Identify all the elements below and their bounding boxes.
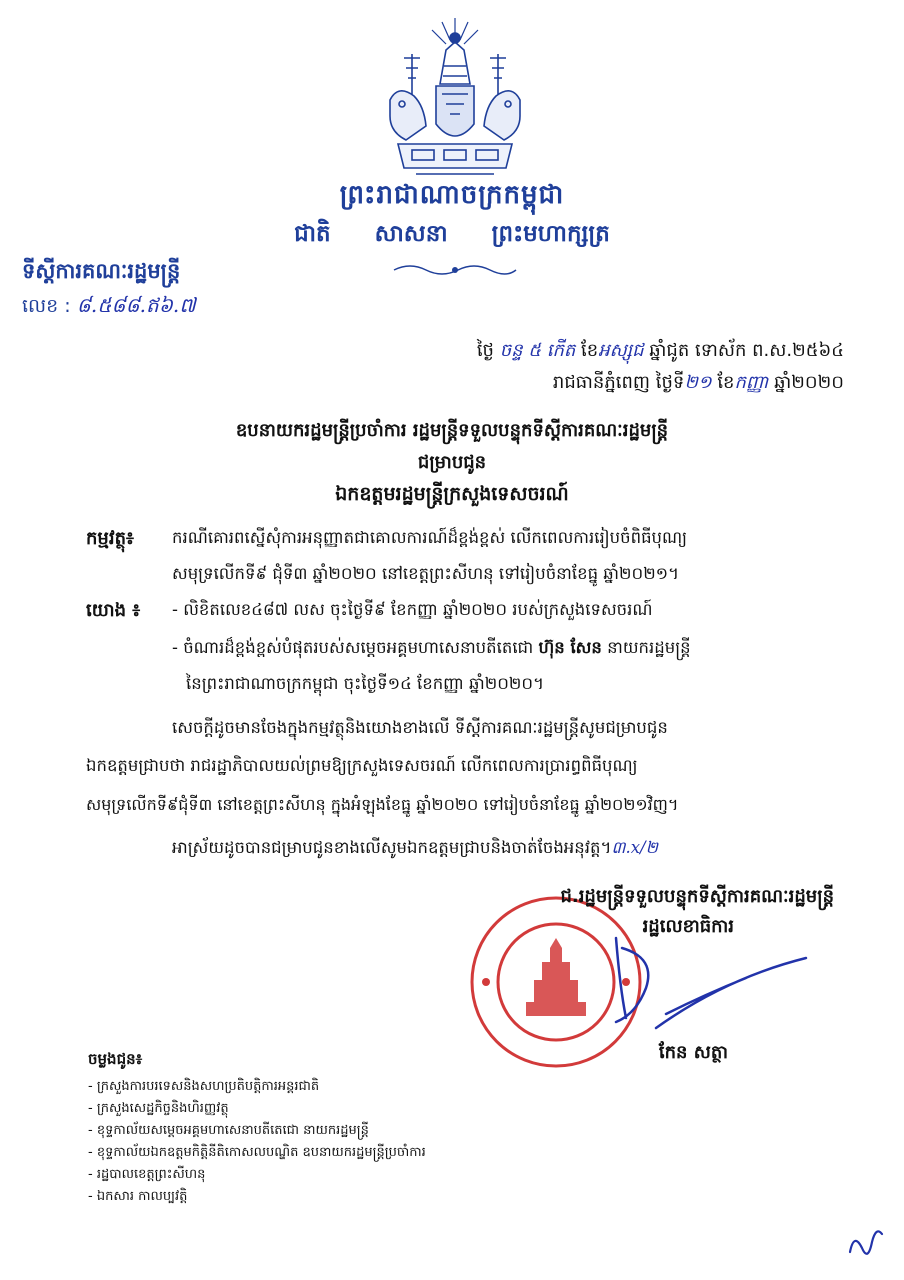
cc-item: - ខុទ្ទកាល័យឯកឧត្ដមកិត្តិនីតិកោសលបណ្ឌិត ឧបនាយករដ្ឋមន្ត្រីប្រចាំការ: [88, 1145, 426, 1160]
body-line-2: ឯកឧត្ដមជ្រាបថា រាជរដ្ឋាភិបាលយល់ព្រមឱ្យក្រសួងទេសចរណ៍ លើកពេលការប្រារព្ធពិធីបុណ្យ: [86, 756, 638, 775]
subject-label: កម្មវត្ថុ៖: [86, 528, 134, 549]
motto-religion: សាសនា: [374, 221, 448, 247]
ref-number-handwritten: ៨.៥៨៨.ឥ៦.៧: [76, 293, 196, 317]
lunar-month-label: ខែ: [581, 340, 599, 361]
recipient-title: ឯកឧត្ដមរដ្ឋមន្ត្រីក្រសួងទេសចរណ៍: [335, 483, 569, 505]
cc-item: - ឯកសារ កាលប្បវត្តិ: [88, 1189, 188, 1204]
signatory-position: រដ្ឋលេខាធិការ: [642, 916, 734, 937]
cc-item: - ខុទ្ទកាល័យសម្ដេចអគ្គមហាសេនាបតីតេជោ នាយករដ្ឋមន្ត្រី: [88, 1123, 369, 1138]
cc-item: - ក្រសួងការបរទេសនិងសហប្រតិបត្តិការអន្ដរជាតិ: [88, 1079, 320, 1094]
solar-month-label: ខែ: [717, 372, 735, 393]
lunar-prefix: ថ្ងៃ: [476, 340, 494, 361]
cc-label: ចម្លងជូន៖: [88, 1050, 143, 1068]
ref-label: លេខ :: [22, 295, 71, 317]
solar-month-handwritten: កញ្ញា: [734, 372, 769, 393]
reference-item-1: - លិខិតលេខ៤៨៧ លស ចុះថ្ងៃទី៩ ខែកញ្ញា ឆ្នាំ២០២០ របស់ក្រសួងទេសចរណ៍: [172, 600, 653, 619]
handwritten-initial: [844, 1212, 888, 1268]
inform-heading: ជម្រាបជូន: [417, 452, 487, 473]
solar-date: [553, 370, 844, 397]
ornament-divider: [390, 262, 520, 278]
sender-title: ឧបនាយករដ្ឋមន្ត្រីប្រចាំការ រដ្ឋមន្ត្រីទទួលបន្ទុកទីស្ដីការគណៈរដ្ឋមន្ត្រី: [235, 420, 669, 441]
solar-year: ឆ្នាំ២០២០: [774, 372, 844, 393]
reference-item-2-line-2: នៃព្រះរាជាណាចក្រកម្ពុជា ចុះថ្ងៃទី១៤ ខែកញ្ញា ឆ្នាំ២០២០។: [186, 674, 544, 693]
lunar-month-handwritten: អស្សុជ: [598, 340, 644, 361]
body-closing-handwritten: ៣.x/២: [611, 838, 659, 857]
cc-item: - រដ្ឋបាលខេត្តព្រះសីហនុ: [88, 1167, 206, 1182]
reference-item-2-text: - ចំណារដ៏ខ្ពង់ខ្ពស់បំផុតរបស់សម្ដេចអគ្គមហាសេនាបតីតេជោ: [172, 638, 534, 657]
subject-line-2: សមុទ្រលើកទី៩ ជុំទី៣ ឆ្នាំ២០២០ នៅខេត្តព្រះសីហនុ ទៅរៀបចំនាខែធ្នូ ឆ្នាំ២០២១។: [172, 564, 680, 583]
motto-nation: ជាតិ: [294, 221, 331, 247]
royal-coat-of-arms-emblem: [376, 14, 534, 186]
solar-prefix: រាជធានីភ្នំពេញ ថ្ងៃទី: [552, 372, 685, 393]
signatory-title: ជ.រដ្ឋមន្ត្រីទទួលបន្ទុកទីស្ដីការគណៈរដ្ឋមន្ត្រី: [560, 886, 834, 907]
solar-day-handwritten: ២១: [684, 372, 712, 393]
lunar-date: [477, 338, 844, 365]
reference-item-2: [172, 638, 691, 662]
body-line-1: សេចក្ដីដូចមានចែងក្នុងកម្មវត្ថុនិងយោងខាងលើ ទីស្ដីការគណៈរដ្ឋមន្ត្រីសូមជម្រាបជូន: [172, 718, 668, 737]
motto-king: ព្រះមហាក្សត្រ: [491, 221, 610, 247]
kingdom-title: ព្រះរាជាណាចក្រកម្ពុជា: [339, 180, 565, 210]
issuing-office: ទីស្ដីការគណៈរដ្ឋមន្ត្រី: [22, 259, 181, 283]
national-motto: [0, 220, 904, 253]
reference-item-2-role: នាយករដ្ឋមន្ត្រី: [607, 638, 691, 657]
reference-number: [22, 292, 196, 322]
body-line-3: សមុទ្រលើកទី៩ជុំទី៣ នៅខេត្តព្រះសីហនុ ក្នុងអំឡុងខែធ្នូ ឆ្នាំ២០២០ ទៅរៀបចំនាខែធ្នូ ឆ្នាំ២០២១វិញ។: [86, 795, 679, 814]
handwritten-signature: [586, 918, 826, 1038]
lunar-day-handwritten: ចន្ទ ៥ កើត: [499, 340, 576, 361]
lunar-year: ឆ្នាំជូត ទោស័ក ព.ស.២៥៦៤: [649, 340, 844, 361]
reference-label: យោង ៖: [86, 600, 141, 621]
body-closing: [172, 838, 658, 862]
cc-item: - ក្រសួងសេដ្ឋកិច្ចនិងហិរញ្ញវត្ថុ: [88, 1101, 229, 1116]
subject-line-1: ករណីគោរពស្នើសុំការអនុញ្ញាតជាគោលការណ៍ដ៏ខ្ពង់ខ្ពស់ លើកពេលការរៀបចំពិធីបុណ្យ: [172, 528, 688, 547]
body-closing-text: អាស្រ័យដូចបានជម្រាបជូនខាងលើសូមឯកឧត្ដមជ្រាបនិងចាត់ចែងអនុវត្ត។: [172, 838, 612, 857]
signatory-name: កែន សត្ថា: [658, 1042, 728, 1063]
reference-person-name: ហ៊ុន សែន: [538, 638, 602, 657]
